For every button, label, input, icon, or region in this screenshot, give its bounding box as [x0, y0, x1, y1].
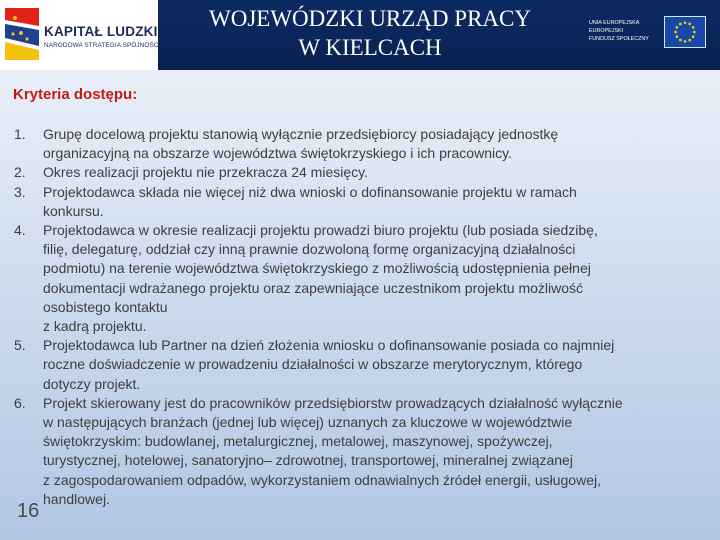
kapital-ludzki-logo — [0, 0, 161, 70]
eu-flag-icon — [664, 16, 706, 48]
criteria-item — [14, 394, 714, 509]
criteria-item-line: z zagospodarowaniem odpadów, wykorzystaniem odnawialnych źródeł energii, usługowej, — [43, 471, 601, 488]
criteria-item-number: 6. — [14, 394, 26, 411]
criteria-item-line: roczne doświadczenie w prowadzeniu działalności w obszarze merytorycznym, którego — [43, 356, 583, 373]
criteria-item-line: Projektodawca składa nie więcej niż dwa wnioski o dofinansowanie projektu w ramach — [43, 183, 577, 200]
criteria-item-line: organizacyjną na obszarze województwa świętokrzyskiego i ich pracownicy. — [43, 145, 512, 162]
criteria-item-line: Projektodawca w okresie realizacji projektu prowadzi biuro projektu (lub posiada siedzibę, — [43, 222, 598, 239]
criteria-item — [14, 163, 714, 182]
header-bar — [0, 0, 720, 70]
criteria-item-line: konkursu. — [43, 202, 104, 219]
criteria-item-line: dotyczy projekt. — [43, 375, 141, 392]
eu-logo-text — [589, 19, 659, 43]
criteria-item — [14, 336, 714, 394]
criteria-item-line: w następujących branżach (jednej lub więcej) uznanych za kluczowe w województwie — [43, 414, 573, 431]
criteria-item-line: z kadrą projektu. — [43, 318, 147, 335]
criteria-item-line: podmiotu) na terenie województwa świętokrzyskiego z możliwością udostępnienia pełnej — [43, 260, 591, 277]
page-title-line1: WOJEWÓDZKI URZĄD PRACY — [209, 6, 531, 31]
criteria-list — [14, 125, 714, 509]
section-heading: Kryteria dostępu: — [13, 86, 138, 103]
criteria-item-line: turystycznej, hotelowej, sanatoryjno– zdrowotnej, transportowej, mineralnej związanej — [43, 452, 573, 469]
criteria-item-line: Projekt skierowany jest do pracowników przedsiębiorstw prowadzących działalność wyłącznie — [43, 394, 623, 411]
kapital-ludzki-title: KAPITAŁ LUDZKI — [44, 24, 158, 39]
kapital-ludzki-subtitle: NARODOWA STRATEGIA SPÓJNOŚCI — [44, 42, 161, 49]
eu-logo-text-line3: FUNDUSZ SPOŁECZNY — [589, 36, 649, 42]
criteria-item-number: 3. — [14, 183, 26, 200]
criteria-item-line: filię, delegaturę, oddział czy inną prawnie dozwoloną formę organizacyjną działalności — [43, 241, 576, 258]
criteria-item-number: 1. — [14, 126, 26, 142]
eu-logo-text-line2: EUROPEJSKI — [589, 28, 624, 34]
page-title — [160, 4, 580, 62]
criteria-item-line: Okres realizacji projektu nie przekracza 24 miesięcy. — [43, 164, 368, 181]
criteria-item — [14, 183, 714, 221]
criteria-item-line: handlowej. — [43, 490, 110, 507]
criteria-item-line: dokumentacji wdrażanego projektu oraz zapewniające uczestnikom projektu możliwość — [43, 279, 584, 296]
kapital-ludzki-flag-icon — [3, 6, 41, 62]
page-title-line2: W KIELCACH — [298, 35, 442, 60]
criteria-item-line: świętokrzyskim: budowlanej, metalurgicznej, metalowej, maszynowej, spożywczej, — [43, 433, 553, 450]
eu-logo-text-line1: UNIA EUROPEJSKA — [589, 20, 640, 26]
criteria-item-line: osobistego kontaktu — [43, 298, 168, 315]
criteria-item — [14, 125, 714, 163]
criteria-item-number: 4. — [14, 222, 26, 239]
criteria-item-number: 5. — [14, 337, 26, 354]
page-number: 16 — [17, 500, 40, 522]
criteria-item — [14, 221, 714, 336]
criteria-item-line: Projektodawca lub Partner na dzień złożenia wniosku o dofinansowanie posiada co najmniej — [43, 337, 615, 354]
criteria-item-line: Grupę docelową projektu stanowią wyłącznie przedsiębiorcy posiadający jednostkę — [43, 126, 559, 142]
criteria-item-number: 2. — [14, 164, 26, 181]
